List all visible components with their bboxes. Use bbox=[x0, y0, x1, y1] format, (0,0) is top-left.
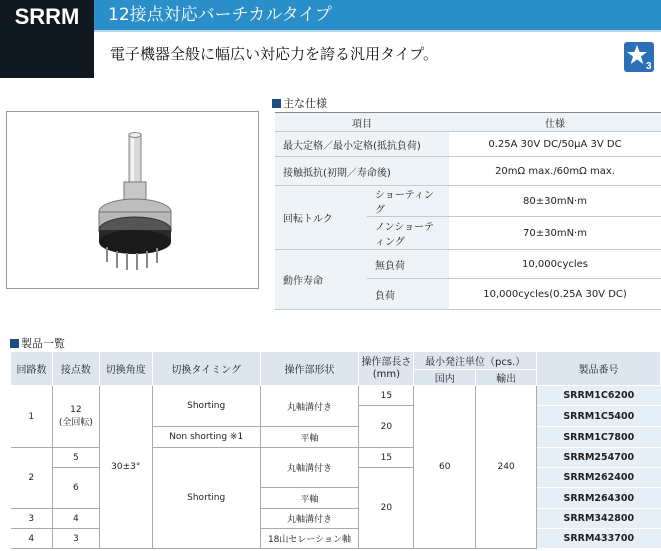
list-section-title bbox=[10, 335, 65, 351]
col-length bbox=[359, 352, 414, 386]
cell-shape: 丸軸溝付き bbox=[260, 448, 359, 488]
cell-length: 15 bbox=[359, 386, 414, 406]
spec-row bbox=[275, 186, 661, 217]
cell-circuits: 1 bbox=[11, 386, 53, 448]
section-square-icon bbox=[272, 99, 281, 108]
col-shape: 操作部形状 bbox=[260, 352, 359, 386]
series-code-text: SRRM bbox=[14, 4, 80, 29]
cell-circuits: 4 bbox=[11, 529, 53, 549]
list-header-row bbox=[11, 352, 661, 370]
spec-sublabel: 無負荷 bbox=[367, 250, 449, 279]
spec-row bbox=[275, 250, 661, 279]
spec-header-row bbox=[275, 113, 661, 132]
cell-circuits: 3 bbox=[11, 509, 53, 529]
cell-shape: 18山セレーション軸 bbox=[260, 529, 359, 549]
cell-contacts-value: 12 bbox=[70, 405, 82, 415]
spec-row bbox=[275, 132, 661, 157]
subtitle: 電子機器全般に幅広い対応力を誇る汎用タイプ。 bbox=[110, 45, 439, 63]
spec-value: 0.25A 30V DC/50μA 3V DC bbox=[449, 132, 661, 157]
spec-label: 回転トルク bbox=[275, 186, 367, 250]
spec-section-title bbox=[272, 95, 327, 111]
cell-timing: Shorting bbox=[152, 386, 260, 427]
cell-domestic: 60 bbox=[414, 386, 476, 549]
col-timing: 切換タイミング bbox=[152, 352, 260, 386]
cell-length: 20 bbox=[359, 406, 414, 448]
cell-contacts: 3 bbox=[52, 529, 99, 549]
cell-shape: 丸軸溝付き bbox=[260, 509, 359, 529]
star-icon bbox=[624, 42, 654, 72]
cell-contacts-note: (全回転) bbox=[58, 418, 93, 428]
spec-table bbox=[275, 112, 661, 310]
spec-title-text: 主な仕様 bbox=[283, 97, 327, 110]
spec-label: 最大定格／最小定格(抵抗負荷) bbox=[275, 132, 449, 157]
col-length-label: 操作部長さ bbox=[361, 356, 412, 368]
badge-number: 3 bbox=[646, 61, 652, 72]
cell-model: SRRM1C5400 bbox=[537, 406, 661, 427]
cell-timing: Shorting bbox=[152, 448, 260, 549]
star-rating-badge bbox=[624, 42, 654, 72]
spec-value: 70±30mN·m bbox=[449, 217, 661, 250]
col-circuits: 回路数 bbox=[11, 352, 53, 386]
cell-model: SRRM264300 bbox=[537, 488, 661, 509]
spec-value: 10,000cycles(0.25A 30V DC) bbox=[449, 279, 661, 310]
spec-row bbox=[275, 157, 661, 186]
spec-label: 動作寿命 bbox=[275, 250, 367, 310]
cell-contacts: 5 bbox=[52, 448, 99, 468]
col-domestic: 国内 bbox=[414, 370, 476, 386]
spec-col-item: 項目 bbox=[275, 113, 449, 132]
cell-contacts: 6 bbox=[52, 468, 99, 509]
cell-model: SRRM1C7800 bbox=[537, 427, 661, 448]
cell-timing: Non shorting ※1 bbox=[152, 427, 260, 448]
spec-value: 80±30mN·m bbox=[449, 186, 661, 217]
cell-contacts: 4 bbox=[52, 509, 99, 529]
product-list-table bbox=[10, 351, 661, 549]
cell-contacts bbox=[52, 386, 99, 448]
col-model: 製品番号 bbox=[537, 352, 661, 386]
spec-sublabel: 負荷 bbox=[367, 279, 449, 310]
spec-value: 10,000cycles bbox=[449, 250, 661, 279]
cell-model: SRRM254700 bbox=[537, 448, 661, 468]
col-contacts: 接点数 bbox=[52, 352, 99, 386]
cell-shape: 平軸 bbox=[260, 427, 359, 448]
table-row bbox=[11, 386, 661, 406]
series-code bbox=[0, 0, 94, 78]
cell-model: SRRM1C6200 bbox=[537, 386, 661, 406]
section-square-icon bbox=[10, 339, 19, 348]
cell-shape: 平軸 bbox=[260, 488, 359, 509]
cell-shape: 丸軸溝付き bbox=[260, 386, 359, 427]
col-length-unit: (mm) bbox=[372, 368, 400, 380]
cell-model: SRRM433700 bbox=[537, 529, 661, 549]
header-title: 12接点対応バーチカルタイプ bbox=[94, 0, 661, 30]
rotary-switch-image bbox=[7, 112, 258, 288]
header-divider bbox=[94, 30, 661, 32]
col-angle: 切換角度 bbox=[99, 352, 152, 386]
spec-sublabel: ノンショーティング bbox=[367, 217, 449, 250]
product-photo bbox=[6, 111, 259, 289]
list-title-text: 製品一覧 bbox=[21, 337, 65, 350]
cell-model: SRRM342800 bbox=[537, 509, 661, 529]
spec-value: 20mΩ max./60mΩ max. bbox=[449, 157, 661, 186]
cell-length: 20 bbox=[359, 468, 414, 549]
cell-angle: 30±3° bbox=[99, 386, 152, 549]
cell-model: SRRM262400 bbox=[537, 468, 661, 488]
col-export: 輸出 bbox=[476, 370, 537, 386]
spec-label: 接触抵抗(初期／寿命後) bbox=[275, 157, 449, 186]
cell-circuits: 2 bbox=[11, 448, 53, 509]
col-min-order: 最小発注単位（pcs.） bbox=[414, 352, 537, 370]
cell-export: 240 bbox=[476, 386, 537, 549]
spec-sublabel: ショーティング bbox=[367, 186, 449, 217]
cell-length: 15 bbox=[359, 448, 414, 468]
spec-col-spec: 仕様 bbox=[449, 113, 661, 132]
